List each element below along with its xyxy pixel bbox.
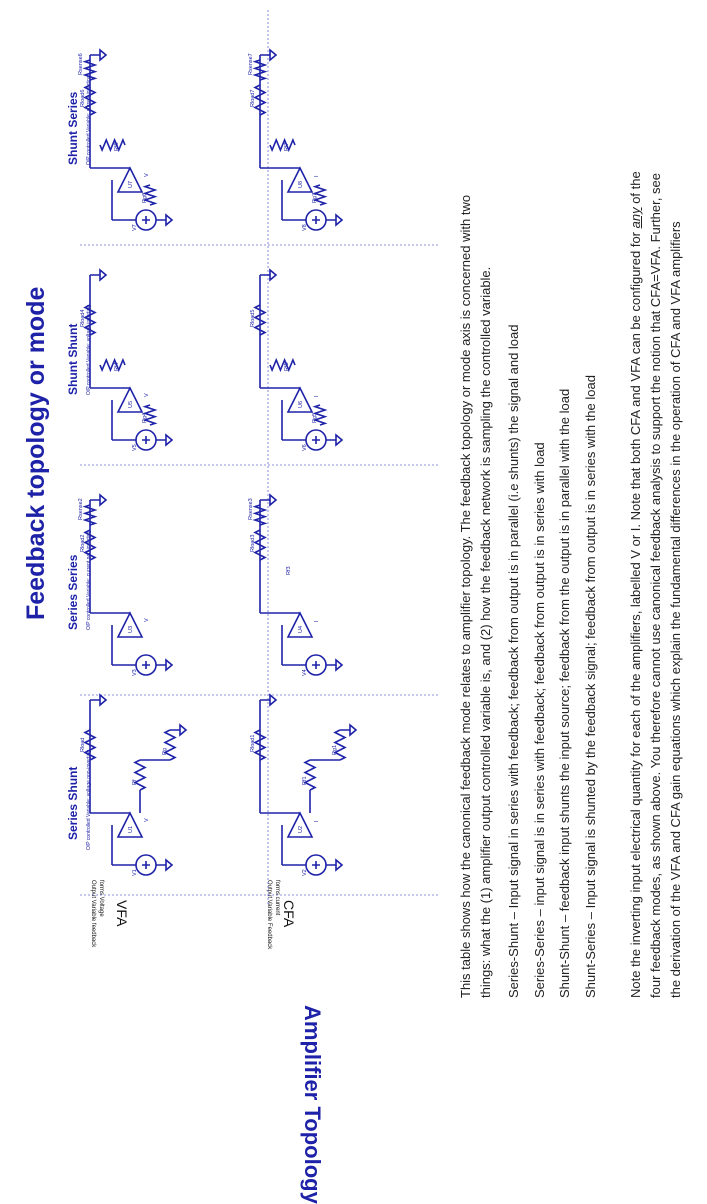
- col-heading-series-shunt: Series Shunt: [66, 766, 80, 840]
- c4-vfa-load-label: Rload6: [80, 89, 86, 107]
- c1-cfa-in-mode: I: [314, 820, 320, 822]
- row-label-vfa: VFA: [114, 900, 130, 927]
- c2-cfa-in-mode: I: [314, 620, 320, 622]
- c4-vfa-rg-label: Rg6: [142, 192, 148, 203]
- c4-cfa-amp-label: U8: [298, 180, 304, 188]
- c3-vfa-fb-rf: [100, 360, 125, 370]
- c3-cfa-load: [255, 305, 265, 335]
- c4-cfa-load: [255, 85, 265, 115]
- c1-cfa-r2-ground: [340, 725, 356, 735]
- c2-vfa-load-label: Rload2: [80, 534, 86, 552]
- c1-vfa-r2-ground: [170, 725, 186, 735]
- text-line-4: Series-Series – input signal is in series with feedback; feedback from output is in series with load: [532, 442, 547, 998]
- c1-cfa-src-label: V2: [302, 869, 308, 876]
- c4-vfa-sense-label: Rsense6: [78, 53, 84, 75]
- c4-vfa-sense: [85, 60, 95, 80]
- c2-vfa-in-mode: V: [144, 618, 150, 622]
- c1-vfa-source-sign: [142, 861, 150, 869]
- c3-vfa-amp-label: U5: [128, 400, 134, 408]
- note-line-1: Note the inverting input electrical quantity for each of the amplifiers, labelled V or I. Note that both CFA and VFA can be configured for any of the: [628, 171, 643, 998]
- c1-vfa-load-label: Rload: [80, 737, 86, 752]
- c4-vfa-rf-label: Rf6: [114, 142, 120, 151]
- c3-cfa-fb-rf: [270, 360, 295, 370]
- c3-cfa-src-label: V6: [302, 444, 308, 451]
- c4-vfa-in-mode: V: [144, 173, 150, 177]
- page-title: Feedback topology or mode: [22, 286, 50, 620]
- c3-vfa-src-ground: [156, 435, 172, 445]
- c1-cfa-load: [255, 730, 265, 760]
- c1-vfa-in-mode: V: [144, 818, 150, 822]
- c2-vfa-src-ground: [156, 660, 172, 670]
- col-subtitle-shunt-series: O/P controlled Variable: current inverting: [86, 75, 92, 165]
- c4-vfa-source-sign: [142, 216, 150, 224]
- c3-cfa-load-label: Rload5: [250, 309, 256, 327]
- c1-cfa-src-ground: [326, 860, 342, 870]
- c2-vfa-load: [85, 530, 95, 560]
- c1-vfa-load: [85, 730, 95, 760]
- c4-cfa-load-label: Rload7: [250, 89, 256, 107]
- c4-cfa-sense-label: Rsense7: [248, 53, 254, 75]
- c3-cfa-src-ground: [326, 435, 342, 445]
- col-subtitle-shunt-shunt: O/P controlled Variable: voltage inverting: [86, 304, 92, 395]
- c3-vfa-src-label: V5: [132, 444, 138, 451]
- c4-vfa-src-label: V7: [132, 224, 138, 231]
- c2-vfa-load-ground: [90, 495, 106, 505]
- c1-cfa-load-label: Rload1: [250, 734, 256, 752]
- c1-vfa-amp-label: U1: [128, 825, 134, 833]
- col-subtitle-series-series: O/P controlled Variable: current non-inverting: [86, 530, 92, 630]
- c2-cfa-load: [255, 530, 265, 560]
- c2-cfa-src-label: V4: [302, 669, 308, 676]
- c4-vfa-fb-rf: [100, 140, 125, 150]
- c3-vfa-load: [85, 305, 95, 335]
- note-line-2: four feedback modes, as shown above. You therefore cannot use canonical feedback analysis to support the notion that CFA=VFA. Further, see: [648, 173, 663, 998]
- c2-vfa-amp-label: U3: [128, 625, 134, 633]
- col-subtitle-series-shunt: O/P controlled Variable: voltage non-inverting: [86, 749, 92, 850]
- c2-vfa-sense: [85, 505, 95, 525]
- row-axis-heading: Amplifier Topology: [300, 1005, 325, 1204]
- c4-cfa-sense: [255, 60, 265, 80]
- c4-cfa-src-label: V8: [302, 224, 308, 231]
- row-label-cfa: CFA: [281, 900, 297, 928]
- col-heading-shunt-shunt: Shunt Shunt: [66, 323, 80, 395]
- c2-cfa-amp-label: U4: [298, 625, 304, 633]
- c4-cfa-src-ground: [326, 215, 342, 225]
- c2-cfa-load-label: Rload3: [250, 534, 256, 552]
- c1-vfa-src-label: V1: [132, 869, 138, 876]
- note-line-3: the derivation of the VFA and CFA gain equations which explain the fundamental differences in the operation of CFA and VFA amplifiers: [668, 221, 683, 998]
- c1-vfa-src-ground: [156, 860, 172, 870]
- c2-cfa-src-ground: [326, 660, 342, 670]
- c3-cfa-amp-label: U6: [298, 400, 304, 408]
- text-line-1: This table shows how the canonical feedback mode relates to amplifier topology. The feedback topology or mode axis is concerned with two: [458, 194, 473, 998]
- c1-cfa-r1-label: Rf1: [302, 776, 308, 785]
- c1-cfa-r2-label: Rg1: [332, 744, 338, 755]
- c3-cfa-in-mode: I: [314, 395, 320, 397]
- c4-cfa-rg-label: Rg7: [312, 192, 318, 203]
- c4-cfa-in-mode: I: [314, 175, 320, 177]
- c1-cfa-amp-label: U2: [298, 825, 304, 833]
- c2-vfa-source-sign: [142, 661, 150, 669]
- c3-vfa-in-mode: V: [144, 393, 150, 397]
- c4-cfa-source-sign: [312, 216, 320, 224]
- c2-vfa-src-label: V3: [132, 669, 138, 676]
- c3-vfa-load-label: Rload4: [80, 309, 86, 327]
- text-line-3: Series-Shunt – Input signal in series with feedback; feedback from output is in parallel (i.e shunts) the signal and load: [506, 324, 521, 998]
- row-caption-cfa-2: forms current: [274, 880, 280, 916]
- c2-cfa-sense-label: Rsense3: [248, 498, 254, 520]
- c2-vfa-sense-label: Rsense2: [78, 498, 84, 520]
- c1-vfa-r1-label: Rf: [132, 779, 138, 785]
- c3-cfa-rf-label: Rf5: [284, 362, 290, 371]
- c1-cfa-source-sign: [312, 861, 320, 869]
- c4-vfa-src-ground: [156, 215, 172, 225]
- c3-cfa-rg-label: Rg5: [312, 412, 318, 423]
- c3-cfa-source-sign: [312, 436, 320, 444]
- c2-cfa-fb-label: Rf3: [286, 566, 292, 575]
- text-line-6: Shunt-Series – Input signal is shunted by the feedback signal; feedback from output is in series with the load: [583, 375, 598, 998]
- c1-vfa-r2-label: Rg: [162, 747, 168, 755]
- c3-vfa-source-sign: [142, 436, 150, 444]
- c4-cfa-rf-label: Rf7: [284, 142, 290, 151]
- c3-vfa-rg-label: Rg4: [142, 412, 148, 423]
- row-caption-vfa-1: Output Variable feedback: [90, 880, 96, 948]
- c2-cfa-source-sign: [312, 661, 320, 669]
- row-caption-cfa-1: Output Variable Feedback: [266, 880, 272, 950]
- c4-vfa-load: [85, 85, 95, 115]
- col-heading-series-series: Series Series: [66, 554, 80, 630]
- c4-vfa-amp-label: U7: [128, 180, 134, 188]
- c1-vfa-load-ground: [90, 695, 106, 705]
- text-line-5: Shunt-Shunt – feedback input shunts the input source; feedback from the output is in parallel with the load: [557, 388, 572, 998]
- row-caption-vfa-2: forms Voltage: [98, 880, 104, 917]
- col-heading-shunt-series: Shunt Series: [66, 91, 80, 165]
- c4-cfa-fb-rf: [270, 140, 295, 150]
- c4-vfa-load-ground: [90, 50, 106, 60]
- c3-vfa-rf-label: Rf4: [114, 362, 120, 371]
- text-line-2: things: what the (1) amplifier output controlled variable is, and (2) how the feedback network is sampling the controlled variable.: [478, 266, 493, 998]
- c2-cfa-sense: [255, 505, 265, 525]
- c3-vfa-load-ground: [90, 270, 106, 280]
